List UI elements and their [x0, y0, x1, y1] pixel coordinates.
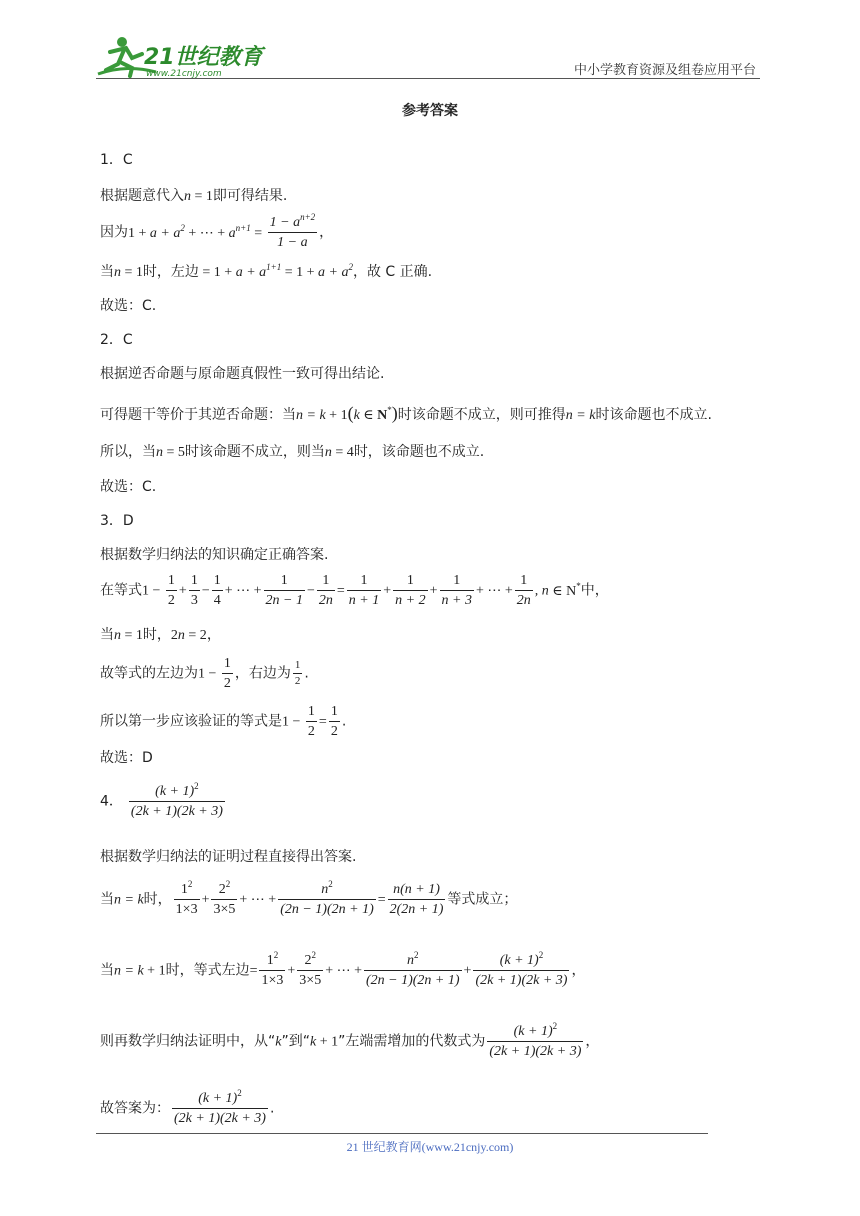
header-platform-text: 中小学教育资源及组卷应用平台: [573, 63, 756, 78]
q2-line1: 根据逆否命题与原命题真假性一致可得出结论.: [100, 366, 385, 382]
q3-line1: 根据数学归纳法的知识确定正确答案.: [100, 547, 329, 563]
q1-line2: 因为$1 + a + a^2$ + ⋯ + $a^{n+1}$ = $\frac{1 - a^{n+2}}{1 - a}$ ，: [100, 212, 334, 250]
footer-divider: [96, 1133, 708, 1134]
header-divider: [96, 78, 760, 79]
q4-line1: 根据数学归纳法的证明过程直接得出答案.: [100, 849, 357, 865]
q1-line1: 根据题意代入n = 1即可得结果.: [100, 188, 288, 204]
q3-label: 3．D: [100, 513, 134, 529]
q3-line4: 故等式的左边为1 − $\frac{1}{2}$ ，右边为 $\frac{1}{2}$ .: [100, 656, 309, 691]
footer-text: 21 世纪教育网(www.21cnjy.com): [346, 1140, 514, 1154]
q4-label-line: 4． $\frac{(k + 1)^2}{(2k + 1)(2k + 3)}$: [100, 781, 223, 819]
q1-line3: 当n = 1时，左边 = $1 + a + a^{1+1} = 1 + a + a^2$，故 C 正确.: [100, 262, 433, 280]
q4-line5: 故答案为： $\frac{(k + 1)^2}{(2k + 1)(2k + 3)}$ .: [100, 1088, 275, 1126]
q3-line3: 当n = 1时，2n = 2，: [100, 627, 221, 643]
page-title: 参考答案: [402, 103, 458, 119]
q3-line2: 在等式1 − $\frac{1}{2}$ + $\frac{1}{3}$ − $\frac{1}{4}$ + ⋯ + $\frac{1}{2n - 1}$ − $\frac{1}{2n}$ = $\frac{1}{n + 1}$ + $\frac{1}{n + 2}$ + $\frac{1}{n + 3}$ + ⋯ + $\frac{1}{2n}$ , n ∈ N*中，: [100, 573, 609, 608]
runner-logo-icon: [96, 34, 266, 80]
q3-line6: 故选：D: [100, 750, 153, 766]
q3-line5: 所以第一步应该验证的等式是1 − $\frac{1}{2}$ = $\frac{1}{2}$ .: [100, 704, 347, 739]
q2-line2: 可得题干等价于其逆否命题：当n = k + 1(k ∈ N*)时该命题不成立，则可推得n = k时该命题也不成立.: [100, 403, 712, 423]
q1-line4: 故选：C.: [100, 298, 157, 314]
q4-line3: 当n = k + 1时，等式左边= $\frac{1^2}{1\times 3}$ + $\frac{2^2}{3\times 5}$ + ⋯ + $\frac{n^2}{(2n - 1)(2n + 1)}$ + $\frac{(k + 1)^2}{(2k + 1)(2k + 3)}$ ，: [100, 950, 586, 988]
q2-line4: 故选：C.: [100, 479, 157, 495]
svg-text:www.21cnjy.com: www.21cnjy.com: [146, 69, 222, 79]
q4-line4: 则再数学归纳法证明中，从“k”到“k + 1”左端需增加的代数式为 $\frac{(k + 1)^2}{(2k + 1)(2k + 3)}$ ，: [100, 1021, 600, 1059]
svg-text:21世纪教育: 21世纪教育: [144, 45, 263, 70]
q1-label: 1．C: [100, 152, 133, 168]
logo: [96, 34, 266, 80]
q2-label: 2．C: [100, 332, 133, 348]
q4-line2: 当n = k时， $\frac{1^2}{1\times 3}$ + $\frac{2^2}{3\times 5}$ + ⋯ + $\frac{n^2}{(2n - 1)(2n + 1)}$ = $\frac{n(n + 1)}{2(2n + 1)}$ 等式成立；: [100, 879, 518, 917]
q2-line3: 所以，当n = 5时该命题不成立，则当n = 4时，该命题也不成立.: [100, 444, 485, 460]
